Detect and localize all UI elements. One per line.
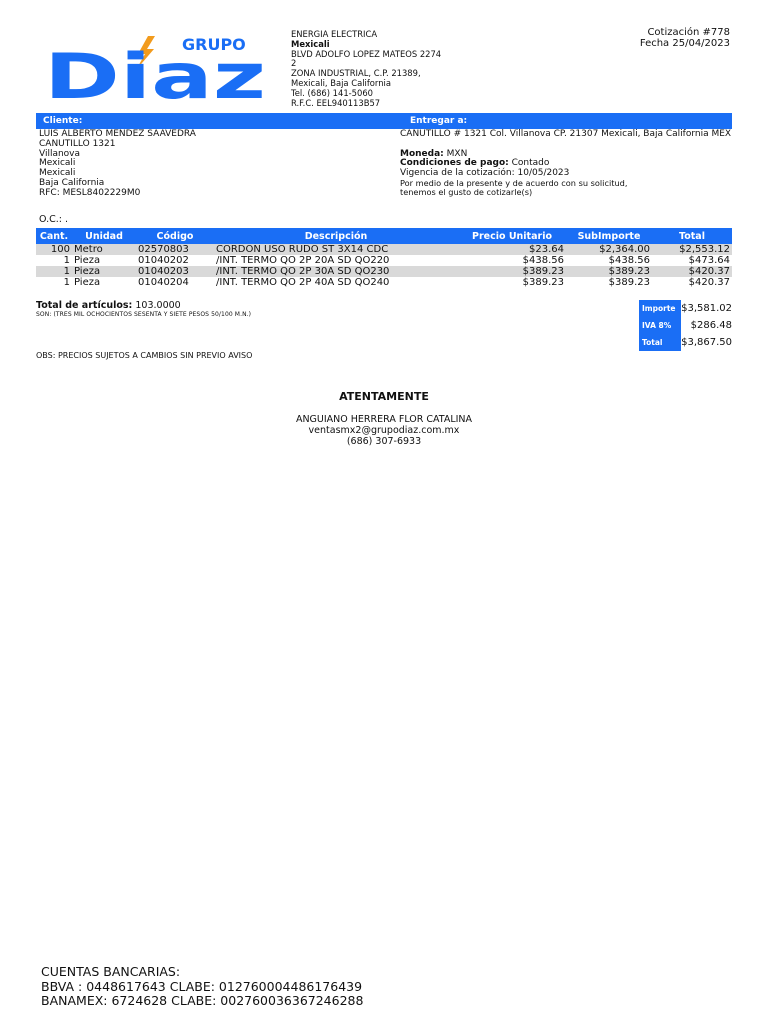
cell-total: $473.64 xyxy=(688,254,730,266)
cell-code: 01040204 xyxy=(138,276,189,288)
issuer-address-block xyxy=(291,30,466,108)
importe-label: Importe xyxy=(639,300,681,317)
client-name: LUIS ALBERTO MENDEZ SAAVEDRA xyxy=(39,129,196,139)
quote-date: Fecha 25/04/2023 xyxy=(639,38,730,49)
issuer-line: BLVD ADOLFO LOPEZ MATEOS 2274 xyxy=(291,48,442,59)
col-header-unit-price: Precio Unitario xyxy=(458,228,566,244)
cell-total: $420.37 xyxy=(688,276,730,288)
logo-word-diaz: Diaz xyxy=(44,40,266,100)
col-header-description: Descripción xyxy=(214,228,458,244)
issuer-phone: Tel. (686) 141-5060 xyxy=(291,87,373,98)
client-city: Mexicali xyxy=(39,158,76,169)
purchase-order: O.C.: . xyxy=(39,214,69,225)
quote-header xyxy=(640,27,730,49)
cell-unit-price: $23.64 xyxy=(458,244,566,255)
cell-qty: 1 xyxy=(63,254,70,266)
col-header-total: Total xyxy=(652,228,732,244)
cell-qty: 100 xyxy=(36,244,72,255)
intro-note: tenemos el gusto de cotizarle(s) xyxy=(400,187,533,198)
grand-total-label: Total xyxy=(639,334,681,351)
cell-unit-price: $389.23 xyxy=(458,266,566,277)
col-header-code: Código xyxy=(136,228,214,244)
company-logo xyxy=(44,36,266,100)
amount-in-words: SON: (TRES MIL OCHOCIENTOS SESENTA Y SIETE PESOS 50/100 M.N.) xyxy=(36,311,252,318)
issuer-rfc: R.F.C. EEL940113B57 xyxy=(291,97,381,108)
items-table xyxy=(36,228,732,288)
quote-number: Cotización #778 xyxy=(647,27,730,38)
client-label: Cliente: xyxy=(43,116,83,126)
issuer-city: Mexicali xyxy=(291,38,330,49)
bank-title: CUENTAS BANCARIAS: xyxy=(41,964,181,979)
cell-unit: Pieza xyxy=(72,266,136,277)
issuer-line: 2 xyxy=(291,58,297,69)
col-header-unit: Unidad xyxy=(72,228,136,244)
table-row xyxy=(36,266,732,277)
client-city: Mexicali xyxy=(39,168,76,179)
importe-value: $3,581.02 xyxy=(681,303,732,314)
client-rfc: RFC: MESL8402229M0 xyxy=(39,187,141,198)
signer-email: ventasmx2@grupodiaz.com.mx xyxy=(308,425,460,436)
cell-code: 02570803 xyxy=(136,244,214,255)
bank-accounts xyxy=(41,965,363,1009)
payment-terms-line: Condiciones de pago: Contado xyxy=(400,158,550,169)
bank-line: BBVA : 0448617643 CLABE: 012760004486176439 xyxy=(41,978,363,994)
cell-qty: 1 xyxy=(63,276,70,288)
cell-total: $420.37 xyxy=(652,266,732,277)
table-row xyxy=(36,255,732,266)
col-header-subtotal: SubImporte xyxy=(566,228,652,244)
grupo-diaz-logo-graphic xyxy=(44,36,266,100)
cell-unit: Pieza xyxy=(74,276,101,288)
cell-unit-price: $438.56 xyxy=(522,254,564,266)
cell-unit-price: $389.23 xyxy=(522,276,564,288)
cell-qty: 1 xyxy=(36,266,72,277)
cell-subtotal: $389.23 xyxy=(608,276,650,288)
cell-code: 01040203 xyxy=(136,266,214,277)
issuer-line: ZONA INDUSTRIAL, C.P. 21389, xyxy=(291,68,421,79)
grand-total-value: $3,867.50 xyxy=(681,337,732,348)
signature-block xyxy=(0,414,768,447)
signer-phone: (686) 307-6933 xyxy=(346,436,422,447)
ship-address: CANUTILLO # 1321 Col. Villanova CP. 21307 Mexicali, Baja California MEX xyxy=(400,129,732,139)
cell-unit: Pieza xyxy=(74,254,101,266)
cell-code: 01040202 xyxy=(138,254,189,266)
closing-heading: ATENTAMENTE xyxy=(339,390,429,403)
intro-note: Por medio de la presente y de acuerdo con su solicitud, xyxy=(400,177,628,188)
cell-subtotal: $2,364.00 xyxy=(566,244,652,255)
cell-description: /INT. TERMO QO 2P 20A SD QO220 xyxy=(216,254,390,266)
currency-line: Moneda: MXN xyxy=(400,148,468,159)
table-row xyxy=(36,277,732,288)
quote-validity: Vigencia de la cotización: 10/05/2023 xyxy=(400,168,570,179)
ship-to-block xyxy=(400,130,731,197)
cell-description: /INT. TERMO QO 2P 30A SD QO230 xyxy=(214,266,458,277)
iva-label: IVA 8% xyxy=(639,317,681,334)
client-street: CANUTILLO 1321 xyxy=(39,138,116,149)
signer-name: ANGUIANO HERRERA FLOR CATALINA xyxy=(295,414,473,425)
cell-description: /INT. TERMO QO 2P 40A SD QO240 xyxy=(216,276,390,288)
issuer-line: Mexicali, Baja California xyxy=(291,77,391,88)
bank-line: BANAMEX: 6724628 CLABE: 002760036367246288 xyxy=(41,993,364,1008)
table-header-row xyxy=(36,228,732,244)
iva-value: $286.48 xyxy=(690,320,732,331)
cell-unit: Metro xyxy=(72,244,136,255)
col-header-qty: Cant. xyxy=(36,228,72,244)
cell-subtotal: $438.56 xyxy=(608,254,650,266)
client-colony: Villanova xyxy=(39,148,81,159)
ship-to-label: Entregar a: xyxy=(410,116,468,126)
issuer-line: ENERGIA ELECTRICA xyxy=(291,29,378,39)
cell-description: CORDON USO RUDO ST 3X14 CDC xyxy=(214,244,458,255)
cell-total: $2,553.12 xyxy=(652,244,732,255)
logo-word-grupo: GRUPO xyxy=(182,36,246,54)
observations: OBS: PRECIOS SUJETOS A CAMBIOS SIN PREVIO AVISO xyxy=(36,351,253,360)
table-row xyxy=(36,244,732,255)
total-articles: Total de artículos: 103.0000 xyxy=(36,300,181,311)
client-block xyxy=(39,130,196,199)
cell-subtotal: $389.23 xyxy=(566,266,652,277)
client-header-bar xyxy=(36,113,732,129)
client-state: Baja California xyxy=(39,177,105,188)
